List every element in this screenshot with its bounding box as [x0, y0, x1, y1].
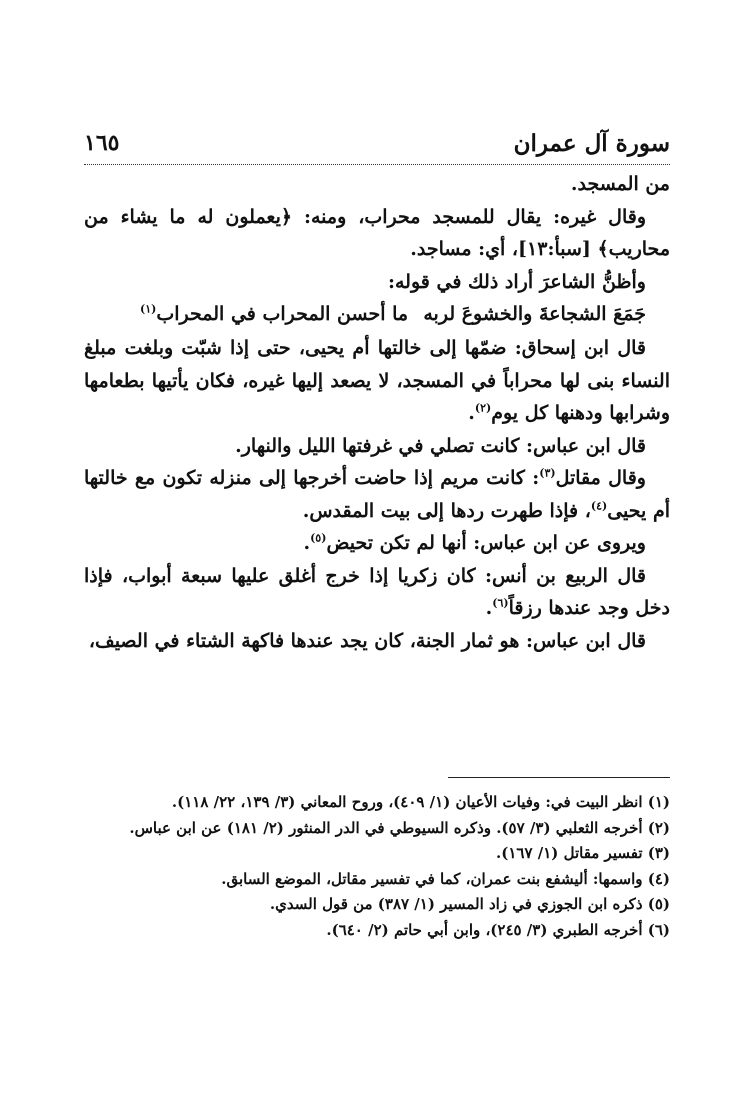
footnote-3: (٣) تفسير مقاتل (١/ ١٦٧). — [496, 844, 670, 862]
page-number: ١٦٥ — [84, 130, 120, 156]
paragraph-6: وقال مقاتل$^{(٣)}$: كانت مريم إذا حاضت أخرجها إلى منزله تكون مع خالتها أم يحيى$^{(٤)}$، فإذا طهرت ردها إلى بيت المقدس. — [84, 466, 670, 522]
footnote-ref-1: (١) — [140, 302, 157, 316]
footnote-2: (٢) أخرجه الثعلبي (٣/ ٥٧). وذكره السيوطي في الدر المنثور (٢/ ١٨١) عن ابن عباس. — [129, 818, 670, 837]
verse-second-hemistich: ما أحسن المحراب في المحراب$^{(١)}$ — [140, 302, 409, 325]
footnote-ref-4: (٤) — [590, 499, 608, 513]
main-text — [84, 168, 670, 657]
footnote-divider — [448, 777, 670, 778]
footnotes — [84, 790, 670, 943]
paragraph-3: وأظنُّ الشاعرَ أراد ذلك في قوله: — [387, 270, 646, 293]
paragraph-7: ويروى عن ابن عباس: أنها لم تكن تحيض$^{(٥)}$. — [303, 531, 646, 554]
footnote-ref-3: (٣) — [539, 466, 556, 480]
footnote-ref-6: (٦) — [492, 596, 509, 610]
footnote-ref-2: (٢) — [474, 401, 492, 415]
paragraph-2: وقال غيره: يقال للمسجد محراب، ومنه: ﴿يعملون له ما يشاء من محاريب﴾ [سبأ:١٣]، أي: مساجد. — [84, 205, 670, 260]
footnote-5: (٥) ذكره ابن الجوزي في زاد المسير (١/ ٣٨٧) من قول السدي. — [269, 895, 670, 913]
paragraph-4: قال ابن إسحاق: ضمّها إلى خالتها أم يحيى، حتى إذا شبّت وبلغت مبلغ النساء بنى لها محراباً في المسجد، لا يصعد إليها غيره، فكان يأتيها بطعامها وشرابها ودهنها كل يوم$^{(٢)}$. — [84, 337, 670, 424]
poetry-verse — [84, 298, 670, 332]
footnote-4: (٤) واسمها: أليشفع بنت عمران، كما في تفسير مقاتل، الموضع السابق. — [221, 869, 670, 888]
page-header — [84, 128, 670, 164]
surah-title: سورة آل عمران — [513, 130, 670, 157]
paragraph-5: قال ابن عباس: كانت تصلي في غرفتها الليل والنهار. — [235, 434, 646, 457]
footnote-ref-5: (٥) — [310, 531, 327, 545]
paragraph-9: قال ابن عباس: هو ثمار الجنة، كان يجد عندها فاكهة الشتاء في الصيف، — [88, 629, 646, 652]
verse-first-hemistich: جَمَعَ الشجاعةَ والخشوعَ لربه — [423, 303, 646, 325]
paragraph-8: قال الربيع بن أنس: كان زكريا إذا خرج أغلق عليها سبعة أبواب، فإذا دخل وجد عندها رزقاً$^{(٦)}$. — [84, 564, 670, 619]
paragraph-1: من المسجد. — [570, 173, 670, 195]
header-divider — [84, 164, 670, 165]
footnote-1: (١) انظر البيت في: وفيات الأعيان (١/ ٤٠٩)، وروح المعاني (٣/ ١٣٩، ٢٢/ ١١٨). — [171, 793, 670, 811]
footnote-6: (٦) أخرجه الطبري (٣/ ٢٤٥)، وابن أبي حاتم (٢/ ٦٤٠). — [326, 920, 670, 939]
